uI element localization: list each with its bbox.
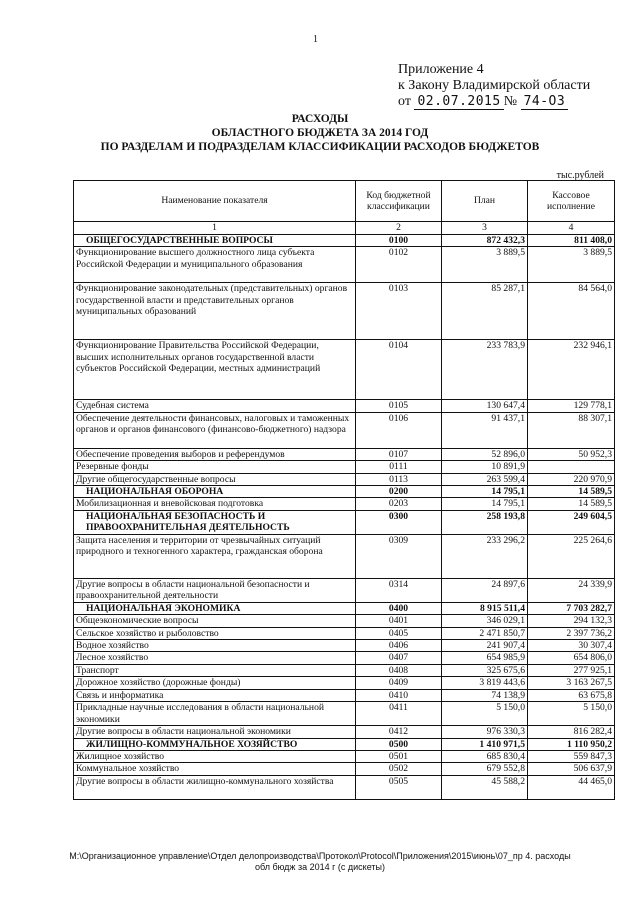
row-code-cell: 0500 [356, 738, 442, 750]
row-execution-cell: 654 806,0 [528, 652, 615, 664]
row-name-cell: Связь и информатика [74, 689, 356, 701]
table-row [74, 340, 615, 400]
row-code-cell: 0412 [356, 726, 442, 738]
row-plan-cell: 346 029,1 [442, 615, 528, 627]
row-plan-cell: 241 907,4 [442, 640, 528, 652]
row-name-cell: Общеэкономические вопросы [74, 615, 356, 627]
row-execution-cell: 506 637,9 [528, 763, 615, 775]
table-row [74, 652, 615, 664]
row-code-cell: 0406 [356, 640, 442, 652]
table-row [74, 461, 615, 473]
table-row [74, 448, 615, 460]
row-code-cell: 0407 [356, 652, 442, 664]
row-plan-cell: 2 471 850,7 [442, 627, 528, 639]
row-name-cell: Другие вопросы в области национальной безопасности и правоохранительной деятельности [74, 578, 356, 602]
row-code-cell: 0400 [356, 602, 442, 614]
row-plan-cell: 8 915 511,4 [442, 602, 528, 614]
section-row [74, 602, 615, 614]
row-execution-cell: 84 564,0 [528, 283, 615, 340]
table-row [74, 578, 615, 602]
row-name-cell: НАЦИОНАЛЬНАЯ ЭКОНОМИКА [74, 602, 356, 614]
table-row [74, 726, 615, 738]
row-plan-cell: 1 410 971,5 [442, 738, 528, 750]
row-execution-cell: 811 408,0 [528, 235, 615, 247]
row-execution-cell: 2 397 736,2 [528, 627, 615, 639]
appendix-number-label: № [503, 94, 518, 109]
row-name-cell: Обеспечение проведения выборов и референдумов [74, 448, 356, 460]
row-execution-cell: 277 925,1 [528, 664, 615, 676]
title-line-2: ОБЛАСТНОГО БЮДЖЕТА ЗА 2014 ГОД [211, 127, 429, 139]
row-code-cell: 0104 [356, 340, 442, 400]
row-code-cell: 0505 [356, 775, 442, 799]
title-line-1: РАСХОДЫ [291, 113, 349, 125]
row-plan-cell: 5 150,0 [442, 702, 528, 726]
appendix-block [398, 62, 590, 110]
table-row [74, 677, 615, 689]
row-code-cell: 0105 [356, 400, 442, 412]
index-cell: 2 [356, 222, 442, 235]
row-plan-cell: 14 795,1 [442, 498, 528, 510]
row-plan-cell: 679 552,8 [442, 763, 528, 775]
row-execution-cell: 30 307,4 [528, 640, 615, 652]
table-body [74, 235, 615, 800]
index-cell: 3 [442, 222, 528, 235]
appendix-title: Приложение 4 [398, 62, 484, 77]
row-name-cell: Дорожное хозяйство (дорожные фонды) [74, 677, 356, 689]
row-execution-cell: 3 163 267,5 [528, 677, 615, 689]
header-plan: План [442, 181, 528, 222]
appendix-date: 02.07.2015 [414, 94, 503, 110]
row-code-cell: 0113 [356, 473, 442, 485]
row-name-cell: Функционирование Правительства Российской Федерации, высших исполнительных органов государственной власти субъектов Российской Федерации, местных администраций [74, 340, 356, 400]
row-execution-cell: 232 946,1 [528, 340, 615, 400]
row-plan-cell: 10 891,9 [442, 461, 528, 473]
row-name-cell: Другие вопросы в области жилищно-коммунального хозяйства [74, 775, 356, 799]
row-execution-cell: 249 604,5 [528, 510, 615, 534]
table-index-row [74, 222, 615, 235]
table-row [74, 247, 615, 283]
row-plan-cell: 685 830,4 [442, 750, 528, 762]
row-code-cell: 0111 [356, 461, 442, 473]
appendix-date-line [398, 94, 590, 110]
row-plan-cell: 130 647,4 [442, 400, 528, 412]
appendix-prefix: от [398, 94, 411, 109]
row-plan-cell: 654 985,9 [442, 652, 528, 664]
row-code-cell: 0410 [356, 689, 442, 701]
row-plan-cell: 14 795,1 [442, 486, 528, 498]
section-row [74, 486, 615, 498]
table-row [74, 664, 615, 676]
row-name-cell: Коммунальное хозяйство [74, 763, 356, 775]
table-row [74, 702, 615, 726]
table-header-row [74, 181, 615, 222]
row-code-cell: 0408 [356, 664, 442, 676]
row-code-cell: 0314 [356, 578, 442, 602]
row-execution-cell: 816 282,4 [528, 726, 615, 738]
row-name-cell: Обеспечение деятельности финансовых, налоговых и таможенных органов и органов финансового (финансово-бюджетного) надзора [74, 412, 356, 448]
row-execution-cell: 3 889,5 [528, 247, 615, 283]
header-execution: Кассовое исполнение [528, 181, 615, 222]
row-execution-cell: 559 847,3 [528, 750, 615, 762]
footer-path [0, 851, 640, 873]
header-code: Код бюджетной классификации [356, 181, 442, 222]
index-cell: 1 [74, 222, 356, 235]
row-execution-cell: 294 132,3 [528, 615, 615, 627]
row-code-cell: 0411 [356, 702, 442, 726]
row-code-cell: 0309 [356, 534, 442, 578]
row-execution-cell: 225 264,6 [528, 534, 615, 578]
table-row [74, 412, 615, 448]
row-plan-cell: 872 432,3 [442, 235, 528, 247]
section-row [74, 235, 615, 247]
row-execution-cell: 220 970,9 [528, 473, 615, 485]
page-number: 1 [313, 34, 318, 45]
table-row [74, 775, 615, 799]
row-execution-cell: 88 307,1 [528, 412, 615, 448]
row-execution-cell: 44 465,0 [528, 775, 615, 799]
row-name-cell: Мобилизационная и вневойсковая подготовка [74, 498, 356, 510]
index-cell: 4 [528, 222, 615, 235]
row-execution-cell [528, 461, 615, 473]
row-name-cell: Функционирование законодательных (представительных) органов государственной власти и представительных органов муниципальных образований [74, 283, 356, 340]
row-execution-cell: 129 778,1 [528, 400, 615, 412]
row-execution-cell: 50 952,3 [528, 448, 615, 460]
row-name-cell: Другие вопросы в области национальной экономики [74, 726, 356, 738]
row-name-cell: Водное хозяйство [74, 640, 356, 652]
row-execution-cell: 1 110 950,2 [528, 738, 615, 750]
row-name-cell: Лесное хозяйство [74, 652, 356, 664]
row-execution-cell: 24 339,9 [528, 578, 615, 602]
row-code-cell: 0103 [356, 283, 442, 340]
table-row [74, 763, 615, 775]
row-execution-cell: 14 589,5 [528, 486, 615, 498]
footer-line-1: M:\Организационное управление\Отдел делопроизводства\Протокол\Protocol\Приложения\2015\июнь\07_пр 4. расходы [69, 851, 571, 861]
row-plan-cell: 263 599,4 [442, 473, 528, 485]
row-plan-cell: 233 783,9 [442, 340, 528, 400]
header-name: Наименование показателя [74, 181, 356, 222]
row-plan-cell: 24 897,6 [442, 578, 528, 602]
row-code-cell: 0401 [356, 615, 442, 627]
row-name-cell: Защита населения и территории от чрезвычайных ситуаций природного и техногенного характера, гражданская оборона [74, 534, 356, 578]
row-name-cell: Сельское хозяйство и рыболовство [74, 627, 356, 639]
row-code-cell: 0501 [356, 750, 442, 762]
row-plan-cell: 85 287,1 [442, 283, 528, 340]
row-name-cell: Резервные фонды [74, 461, 356, 473]
table-row [74, 640, 615, 652]
row-code-cell: 0409 [356, 677, 442, 689]
table-row [74, 627, 615, 639]
row-plan-cell: 976 330,3 [442, 726, 528, 738]
table-row [74, 689, 615, 701]
row-execution-cell: 7 703 282,7 [528, 602, 615, 614]
row-code-cell: 0203 [356, 498, 442, 510]
row-name-cell: ЖИЛИЩНО-КОММУНАЛЬНОЕ ХОЗЯЙСТВО [74, 738, 356, 750]
table-row [74, 283, 615, 340]
row-code-cell: 0300 [356, 510, 442, 534]
row-execution-cell: 14 589,5 [528, 498, 615, 510]
row-name-cell: НАЦИОНАЛЬНАЯ ОБОРОНА [74, 486, 356, 498]
row-plan-cell: 45 588,2 [442, 775, 528, 799]
row-plan-cell: 52 896,0 [442, 448, 528, 460]
row-plan-cell: 258 193,8 [442, 510, 528, 534]
appendix-law: к Закону Владимирской области [398, 78, 591, 93]
row-plan-cell: 233 296,2 [442, 534, 528, 578]
document-title [0, 112, 640, 154]
units-label: тыс.рублей [556, 170, 604, 181]
row-execution-cell: 5 150,0 [528, 702, 615, 726]
row-code-cell: 0405 [356, 627, 442, 639]
table-row [74, 473, 615, 485]
row-execution-cell: 63 675,8 [528, 689, 615, 701]
row-plan-cell: 3 889,5 [442, 247, 528, 283]
table-row [74, 534, 615, 578]
row-plan-cell: 3 819 443,6 [442, 677, 528, 689]
table-row [74, 615, 615, 627]
row-name-cell: Прикладные научные исследования в области национальной экономики [74, 702, 356, 726]
row-name-cell: Судебная система [74, 400, 356, 412]
appendix-number: 74-ОЗ [521, 94, 569, 110]
row-code-cell: 0100 [356, 235, 442, 247]
row-name-cell: НАЦИОНАЛЬНАЯ БЕЗОПАСНОСТЬ И ПРАВООХРАНИТЕЛЬНАЯ ДЕЯТЕЛЬНОСТЬ [74, 510, 356, 534]
expenses-table [73, 180, 615, 800]
title-line-3: ПО РАЗДЕЛАМ И ПОДРАЗДЕЛАМ КЛАССИФИКАЦИИ РАСХОДОВ БЮДЖЕТОВ [100, 141, 540, 153]
row-name-cell: ОБЩЕГОСУДАРСТВЕННЫЕ ВОПРОСЫ [74, 235, 356, 247]
row-plan-cell: 74 138,9 [442, 689, 528, 701]
row-name-cell: Транспорт [74, 664, 356, 676]
table-row [74, 400, 615, 412]
row-plan-cell: 91 437,1 [442, 412, 528, 448]
table-row [74, 498, 615, 510]
row-code-cell: 0107 [356, 448, 442, 460]
row-code-cell: 0200 [356, 486, 442, 498]
section-row [74, 738, 615, 750]
row-name-cell: Жилищное хозяйство [74, 750, 356, 762]
section-row [74, 510, 615, 534]
row-plan-cell: 325 675,6 [442, 664, 528, 676]
footer-line-2: обл бюдж за 2014 г (с дискеты) [254, 862, 386, 872]
row-code-cell: 0102 [356, 247, 442, 283]
row-code-cell: 0106 [356, 412, 442, 448]
row-name-cell: Другие общегосударственные вопросы [74, 473, 356, 485]
row-name-cell: Функционирование высшего должностного лица субъекта Российской Федерации и муниципального образования [74, 247, 356, 283]
row-code-cell: 0502 [356, 763, 442, 775]
table-row [74, 750, 615, 762]
